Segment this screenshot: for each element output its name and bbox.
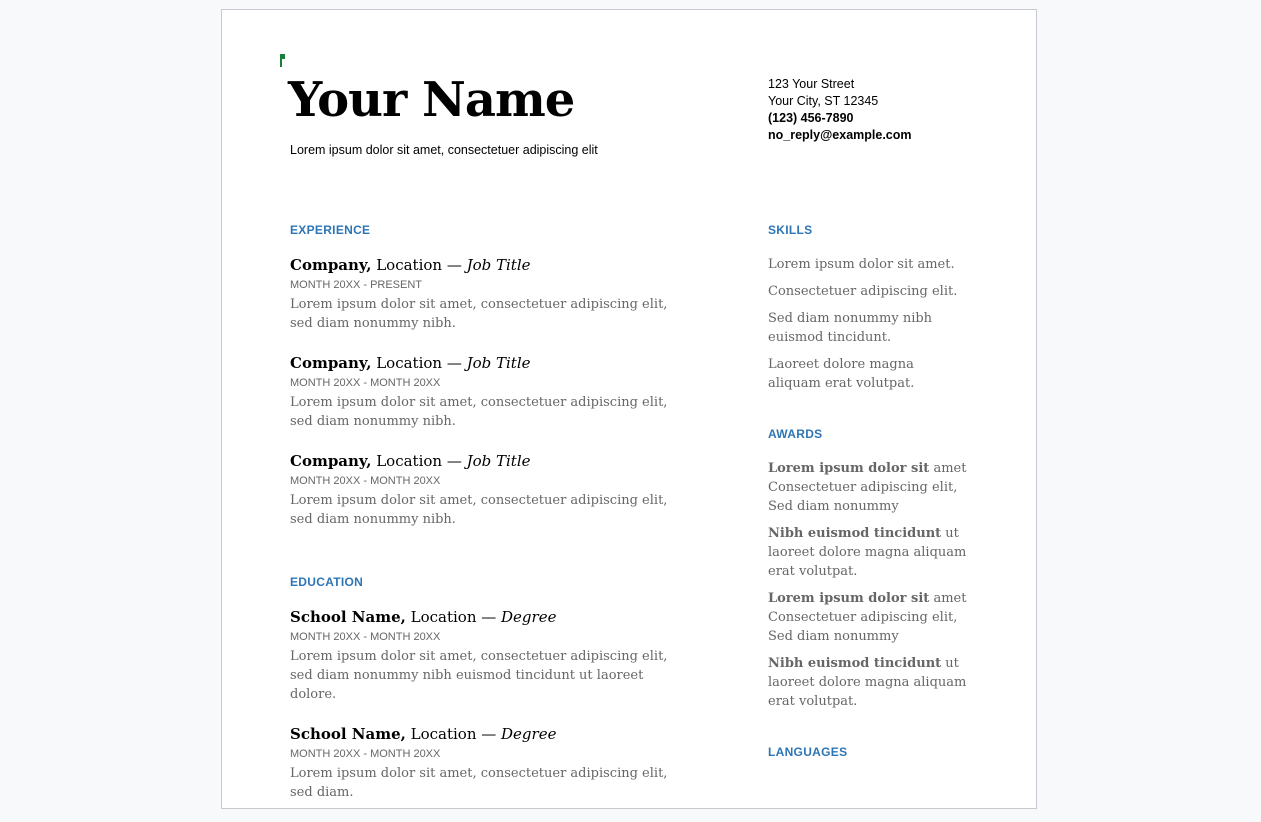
entry-description: Lorem ipsum dolor sit amet, consectetuer adipiscing elit, sed diam nonummy nibh euismod tincidunt ut laoreet dolore. bbox=[290, 649, 668, 702]
entry-description: Lorem ipsum dolor sit amet, consectetuer adipiscing elit, sed diam nonummy nibh. bbox=[290, 493, 668, 527]
entry-description: Lorem ipsum dolor sit amet, consectetuer adipiscing elit, sed diam nonummy nibh. bbox=[290, 395, 668, 429]
experience-entry[interactable] bbox=[290, 255, 690, 333]
awards-heading[interactable]: AWARDS bbox=[768, 427, 823, 441]
award-item[interactable]: Lorem ipsum dolor sit amet Consectetuer adipiscing elit, Sed diam nonummy bbox=[768, 591, 967, 644]
contact-phone: (123) 456-7890 bbox=[768, 111, 854, 125]
contact-city: Your City, ST 12345 bbox=[768, 94, 879, 108]
entry-title: Company, Location — Job Title bbox=[290, 452, 531, 470]
award-item[interactable]: Nibh euismod tincidunt ut laoreet dolore magna aliquam erat volutpat. bbox=[768, 526, 967, 579]
entry-title: Company, Location — Job Title bbox=[290, 256, 531, 274]
languages-heading[interactable]: LANGUAGES bbox=[768, 745, 848, 759]
education-entry[interactable] bbox=[290, 607, 690, 704]
entry-description: Lorem ipsum dolor sit amet, consectetuer adipiscing elit, sed diam. bbox=[290, 766, 668, 800]
entry-date: MONTH 20XX - MONTH 20XX bbox=[290, 631, 441, 643]
document-page[interactable] bbox=[221, 9, 1037, 809]
contact-email: no_reply@example.com bbox=[768, 128, 912, 142]
resume-name[interactable]: Your Name bbox=[288, 72, 575, 128]
entry-title: Company, Location — Job Title bbox=[290, 354, 531, 372]
skill-item[interactable]: Lorem ipsum dolor sit amet. bbox=[768, 257, 955, 272]
main-column bbox=[290, 223, 690, 822]
contact-street: 123 Your Street bbox=[768, 77, 855, 91]
education-heading[interactable]: EDUCATION bbox=[290, 575, 364, 589]
skill-item[interactable]: Consectetuer adipiscing elit. bbox=[768, 284, 958, 299]
entry-description: Lorem ipsum dolor sit amet, consectetuer adipiscing elit, sed diam nonummy nibh. bbox=[290, 297, 668, 331]
entry-date: MONTH 20XX - MONTH 20XX bbox=[290, 748, 441, 760]
skill-item[interactable]: Sed diam nonummy nibh euismod tincidunt. bbox=[768, 311, 933, 345]
experience-entry[interactable] bbox=[290, 451, 690, 529]
entry-date: MONTH 20XX - MONTH 20XX bbox=[290, 475, 441, 487]
resume-tagline[interactable]: Lorem ipsum dolor sit amet, consectetuer adipiscing elit bbox=[290, 143, 598, 157]
education-entry[interactable] bbox=[290, 724, 690, 802]
experience-heading[interactable]: EXPERIENCE bbox=[290, 223, 371, 237]
skills-heading[interactable]: SKILLS bbox=[768, 223, 813, 237]
skill-item[interactable]: Laoreet dolore magna aliquam erat volutpat. bbox=[768, 357, 915, 391]
side-column bbox=[768, 223, 968, 777]
text-cursor bbox=[280, 54, 284, 67]
contact-block[interactable] bbox=[768, 76, 912, 144]
award-item[interactable]: Nibh euismod tincidunt ut laoreet dolore magna aliquam erat volutpat. bbox=[768, 656, 967, 709]
entry-date: MONTH 20XX - PRESENT bbox=[290, 279, 423, 291]
entry-title: School Name, Location — Degree bbox=[290, 725, 557, 743]
entry-title: School Name, Location — Degree bbox=[290, 608, 557, 626]
award-item[interactable]: Lorem ipsum dolor sit amet Consectetuer adipiscing elit, Sed diam nonummy bbox=[768, 461, 967, 514]
entry-date: MONTH 20XX - MONTH 20XX bbox=[290, 377, 441, 389]
experience-entry[interactable] bbox=[290, 353, 690, 431]
